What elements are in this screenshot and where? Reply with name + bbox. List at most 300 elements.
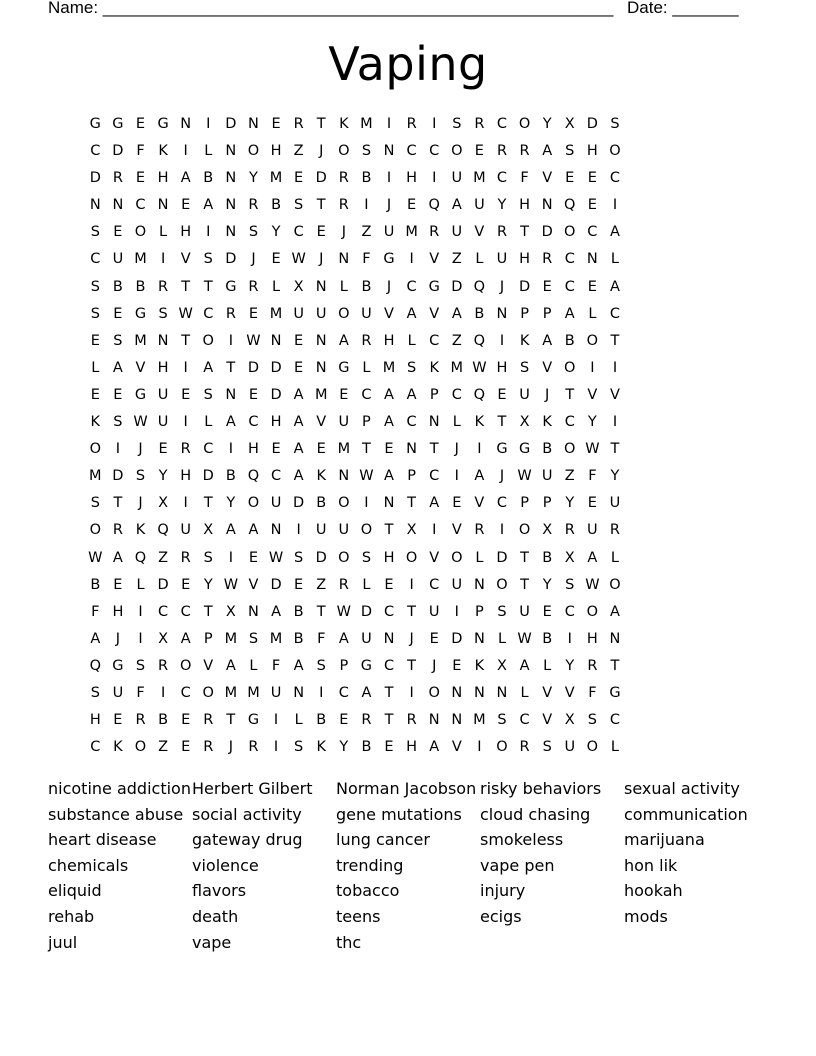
grid-letter[interactable]: Z — [564, 468, 575, 485]
grid-letter[interactable]: Y — [565, 657, 575, 674]
grid-letter[interactable]: R — [248, 197, 259, 214]
grid-letter[interactable]: S — [294, 197, 304, 214]
grid-letter[interactable]: P — [542, 495, 552, 512]
grid-letter[interactable]: R — [496, 224, 508, 241]
grid-letter[interactable]: T — [407, 657, 417, 674]
grid-letter[interactable]: G — [496, 441, 508, 458]
grid-letter[interactable]: R — [474, 522, 485, 539]
grid-letter[interactable]: J — [341, 224, 346, 241]
grid-letter[interactable]: C — [90, 143, 101, 160]
grid-letter[interactable]: L — [610, 739, 619, 756]
grid-letter[interactable]: I — [296, 522, 301, 539]
grid-letter[interactable]: V — [474, 224, 485, 241]
grid-letter[interactable]: R — [361, 332, 372, 349]
grid-letter[interactable]: O — [338, 549, 350, 566]
grid-letter[interactable]: V — [542, 359, 553, 376]
grid-letter[interactable]: N — [428, 414, 440, 431]
grid-letter[interactable]: V — [542, 684, 553, 701]
grid-letter[interactable]: Y — [542, 116, 552, 132]
grid-letter[interactable]: I — [160, 684, 166, 701]
grid-letter[interactable]: B — [542, 630, 553, 647]
grid-letter[interactable]: H — [112, 603, 124, 620]
grid-letter[interactable]: N — [338, 468, 350, 485]
grid-letter[interactable]: M — [473, 712, 486, 729]
grid-letter[interactable]: V — [587, 386, 598, 403]
grid-letter[interactable]: D — [270, 359, 282, 376]
grid-letter[interactable]: H — [519, 251, 531, 268]
grid-letter[interactable]: J — [251, 251, 256, 268]
grid-letter[interactable]: L — [497, 630, 507, 647]
grid-letter[interactable]: S — [203, 251, 213, 268]
grid-letter[interactable]: E — [339, 386, 349, 403]
grid-letter[interactable]: N — [473, 576, 485, 593]
grid-letter[interactable]: Z — [158, 549, 169, 566]
grid-letter[interactable]: U — [112, 684, 124, 701]
grid-letter[interactable]: I — [454, 603, 459, 620]
grid-letter[interactable]: I — [567, 630, 572, 647]
grid-letter[interactable]: M — [382, 359, 396, 376]
grid-letter[interactable]: N — [180, 116, 192, 132]
grid-letter[interactable]: L — [610, 549, 619, 566]
date-field-label[interactable]: Date: _______ — [627, 0, 739, 17]
grid-letter[interactable]: E — [316, 441, 326, 458]
grid-letter[interactable]: G — [247, 712, 260, 729]
grid-letter[interactable]: F — [520, 170, 529, 187]
grid-letter[interactable]: E — [587, 197, 597, 214]
grid-letter[interactable]: C — [609, 305, 621, 322]
grid-letter[interactable]: T — [203, 603, 213, 620]
grid-letter[interactable]: U — [338, 522, 350, 539]
grid-letter[interactable]: R — [203, 712, 214, 729]
grid-letter[interactable]: C — [90, 251, 101, 268]
grid-letter[interactable]: H — [270, 414, 282, 431]
grid-letter[interactable]: V — [564, 684, 575, 701]
grid-letter[interactable]: R — [519, 739, 530, 756]
grid-letter[interactable]: O — [428, 684, 440, 701]
grid-letter[interactable]: U — [315, 522, 327, 539]
grid-letter[interactable]: A — [406, 305, 417, 322]
grid-letter[interactable]: E — [384, 441, 394, 458]
grid-letter[interactable]: Y — [339, 739, 349, 756]
grid-letter[interactable]: W — [517, 630, 532, 647]
grid-letter[interactable]: A — [609, 603, 620, 620]
grid-letter[interactable]: T — [429, 441, 439, 458]
grid-letter[interactable]: H — [157, 170, 169, 187]
grid-letter[interactable]: O — [338, 143, 350, 160]
grid-letter[interactable]: R — [361, 712, 372, 729]
grid-letter[interactable]: I — [612, 359, 618, 376]
grid-letter[interactable]: K — [474, 414, 485, 431]
grid-letter[interactable]: O — [89, 441, 101, 458]
grid-letter[interactable]: A — [293, 468, 304, 485]
grid-letter[interactable]: R — [542, 251, 553, 268]
grid-letter[interactable]: E — [271, 441, 281, 458]
grid-letter[interactable]: T — [361, 441, 371, 458]
grid-letter[interactable]: U — [451, 224, 463, 241]
grid-letter[interactable]: E — [181, 576, 191, 593]
grid-letter[interactable]: K — [90, 414, 101, 431]
grid-letter[interactable]: N — [338, 251, 350, 268]
grid-letter[interactable]: I — [138, 630, 143, 647]
grid-letter[interactable]: A — [338, 630, 349, 647]
grid-letter[interactable]: D — [315, 170, 327, 187]
grid-letter[interactable]: S — [135, 657, 146, 674]
grid-letter[interactable]: G — [134, 386, 147, 403]
grid-letter[interactable]: J — [386, 278, 392, 295]
grid-letter[interactable]: V — [542, 712, 553, 729]
grid-letter[interactable]: A — [112, 359, 123, 376]
grid-letter[interactable]: O — [202, 332, 214, 349]
grid-letter[interactable]: T — [203, 495, 213, 512]
grid-letter[interactable]: L — [475, 251, 484, 268]
grid-letter[interactable]: I — [228, 332, 233, 349]
grid-letter[interactable]: A — [225, 522, 236, 539]
grid-letter[interactable]: Q — [473, 386, 486, 403]
grid-letter[interactable]: N — [451, 684, 463, 701]
grid-letter[interactable]: M — [134, 251, 147, 268]
grid-letter[interactable]: V — [248, 576, 259, 593]
grid-letter[interactable]: E — [452, 495, 462, 512]
grid-letter[interactable]: S — [565, 576, 575, 593]
grid-letter[interactable]: I — [454, 468, 459, 485]
grid-letter[interactable]: E — [113, 224, 123, 241]
grid-letter[interactable]: A — [225, 657, 236, 674]
grid-letter[interactable]: L — [294, 712, 303, 729]
grid-letter[interactable]: U — [157, 386, 169, 403]
grid-letter[interactable]: J — [432, 657, 437, 674]
grid-letter[interactable]: G — [428, 278, 440, 295]
grid-letter[interactable]: T — [520, 224, 529, 241]
grid-letter[interactable]: N — [383, 630, 395, 647]
grid-letter[interactable]: L — [272, 278, 281, 295]
grid-letter[interactable]: L — [475, 549, 484, 566]
grid-letter[interactable]: P — [339, 657, 349, 674]
grid-letter[interactable]: A — [293, 414, 304, 431]
grid-letter[interactable]: J — [454, 441, 459, 458]
grid-letter[interactable]: N — [225, 143, 237, 160]
grid-letter[interactable]: G — [338, 359, 350, 376]
grid-letter[interactable]: M — [337, 441, 351, 458]
grid-letter[interactable]: S — [519, 359, 530, 376]
grid-letter[interactable]: O — [360, 522, 373, 539]
grid-letter[interactable]: Y — [610, 468, 620, 485]
grid-letter[interactable]: J — [545, 386, 550, 403]
name-field-label[interactable]: Name: ______________________________________________________ — [48, 0, 614, 17]
grid-letter[interactable]: O — [518, 522, 531, 539]
grid-letter[interactable]: J — [319, 143, 324, 160]
grid-letter[interactable]: B — [225, 468, 236, 485]
grid-letter[interactable]: I — [477, 739, 482, 756]
grid-letter[interactable]: T — [565, 386, 575, 403]
grid-letter[interactable]: T — [610, 657, 620, 674]
grid-letter[interactable]: G — [225, 278, 237, 295]
grid-letter[interactable]: N — [248, 603, 259, 620]
grid-letter[interactable]: C — [451, 386, 462, 403]
grid-letter[interactable]: M — [360, 116, 373, 132]
grid-letter[interactable]: H — [519, 197, 531, 214]
grid-letter[interactable]: D — [586, 116, 598, 132]
grid-letter[interactable]: E — [135, 116, 146, 132]
grid-letter[interactable]: E — [113, 576, 123, 593]
grid-letter[interactable]: T — [610, 441, 620, 458]
grid-letter[interactable]: E — [587, 278, 597, 295]
grid-letter[interactable]: L — [452, 414, 461, 431]
grid-letter[interactable]: K — [135, 522, 146, 539]
grid-letter[interactable]: T — [520, 549, 529, 566]
grid-letter[interactable]: F — [91, 603, 100, 620]
grid-letter[interactable]: W — [336, 603, 351, 620]
grid-letter[interactable]: E — [181, 712, 191, 729]
grid-letter[interactable]: S — [361, 143, 372, 160]
grid-letter[interactable]: G — [383, 251, 395, 268]
grid-letter[interactable]: B — [293, 603, 304, 620]
grid-letter[interactable]: P — [520, 495, 529, 512]
grid-letter[interactable]: S — [542, 739, 552, 756]
grid-letter[interactable]: E — [181, 386, 191, 403]
grid-letter[interactable]: E — [316, 224, 326, 241]
grid-letter[interactable]: S — [203, 386, 213, 403]
grid-letter[interactable]: W — [585, 576, 600, 593]
grid-letter[interactable]: N — [248, 116, 259, 132]
grid-letter[interactable]: C — [158, 603, 169, 620]
grid-letter[interactable]: L — [362, 576, 371, 593]
grid-letter[interactable]: R — [158, 278, 169, 295]
grid-letter[interactable]: I — [183, 495, 188, 512]
grid-letter[interactable]: S — [203, 549, 213, 566]
grid-letter[interactable]: I — [228, 549, 233, 566]
grid-letter[interactable]: I — [273, 712, 279, 729]
grid-letter[interactable]: U — [361, 630, 372, 647]
grid-letter[interactable]: O — [179, 657, 192, 674]
grid-letter[interactable]: J — [138, 441, 143, 458]
grid-letter[interactable]: G — [609, 684, 621, 701]
grid-letter[interactable]: B — [474, 305, 485, 322]
grid-letter[interactable]: K — [113, 739, 123, 756]
grid-letter[interactable]: C — [564, 278, 575, 295]
grid-letter[interactable]: P — [520, 305, 529, 322]
grid-letter[interactable]: O — [609, 143, 621, 160]
grid-letter[interactable]: U — [519, 603, 530, 620]
grid-letter[interactable]: O — [134, 739, 147, 756]
grid-letter[interactable]: E — [474, 143, 484, 160]
grid-letter[interactable]: C — [429, 576, 440, 593]
grid-letter[interactable]: P — [429, 386, 439, 403]
grid-letter[interactable]: E — [158, 441, 168, 458]
grid-letter[interactable]: Q — [473, 332, 486, 349]
grid-letter[interactable]: O — [586, 739, 599, 756]
grid-letter[interactable]: Z — [158, 739, 169, 756]
grid-letter[interactable]: C — [429, 332, 440, 349]
grid-letter[interactable]: C — [564, 603, 575, 620]
grid-letter[interactable]: N — [157, 332, 169, 349]
grid-letter[interactable]: M — [473, 170, 486, 187]
grid-letter[interactable]: U — [451, 170, 463, 187]
grid-letter[interactable]: K — [474, 657, 485, 674]
grid-letter[interactable]: E — [113, 305, 123, 322]
grid-letter[interactable]: A — [225, 414, 236, 431]
grid-letter[interactable]: R — [609, 522, 620, 539]
grid-letter[interactable]: W — [359, 468, 374, 485]
grid-letter[interactable]: S — [90, 224, 100, 241]
grid-letter[interactable]: K — [339, 116, 349, 132]
grid-letter[interactable]: X — [564, 116, 575, 132]
grid-letter[interactable]: F — [271, 657, 281, 674]
grid-letter[interactable]: Y — [587, 414, 597, 431]
grid-letter[interactable]: D — [270, 576, 282, 593]
grid-letter[interactable]: V — [474, 495, 485, 512]
grid-letter[interactable]: O — [451, 143, 463, 160]
grid-letter[interactable]: E — [271, 251, 281, 268]
grid-letter[interactable]: A — [519, 657, 530, 674]
grid-letter[interactable]: O — [134, 224, 147, 241]
grid-letter[interactable]: U — [112, 251, 124, 268]
grid-letter[interactable]: L — [339, 278, 348, 295]
grid-letter[interactable]: I — [364, 197, 369, 214]
grid-letter[interactable]: C — [338, 684, 349, 701]
grid-letter[interactable]: E — [565, 170, 575, 187]
grid-letter[interactable]: B — [361, 278, 372, 295]
grid-letter[interactable]: X — [564, 712, 575, 729]
grid-letter[interactable]: R — [112, 522, 123, 539]
grid-letter[interactable]: T — [226, 359, 236, 376]
grid-letter[interactable]: A — [429, 739, 440, 756]
grid-letter[interactable]: G — [360, 657, 373, 674]
grid-letter[interactable]: B — [90, 576, 101, 593]
grid-letter[interactable]: I — [432, 522, 437, 539]
grid-letter[interactable]: L — [407, 332, 416, 349]
grid-letter[interactable]: N — [89, 197, 101, 214]
grid-letter[interactable]: J — [138, 495, 143, 512]
grid-letter[interactable]: N — [225, 386, 237, 403]
grid-letter[interactable]: I — [206, 116, 211, 132]
grid-letter[interactable]: E — [90, 386, 100, 403]
grid-letter[interactable]: K — [316, 739, 326, 756]
grid-letter[interactable]: O — [451, 549, 463, 566]
grid-letter[interactable]: S — [90, 684, 100, 701]
grid-letter[interactable]: I — [590, 359, 595, 376]
grid-letter[interactable]: E — [542, 603, 552, 620]
grid-letter[interactable]: T — [113, 495, 123, 512]
grid-letter[interactable]: A — [271, 603, 281, 620]
grid-letter[interactable]: N — [541, 197, 553, 214]
grid-letter[interactable]: A — [542, 143, 553, 160]
grid-letter[interactable]: B — [361, 739, 372, 756]
grid-letter[interactable]: S — [90, 305, 100, 322]
grid-letter[interactable]: V — [451, 522, 462, 539]
grid-letter[interactable]: A — [203, 359, 214, 376]
grid-letter[interactable]: D — [451, 630, 463, 647]
grid-letter[interactable]: D — [315, 549, 327, 566]
grid-letter[interactable]: O — [247, 495, 260, 512]
grid-letter[interactable]: T — [316, 197, 326, 214]
grid-letter[interactable]: Y — [497, 197, 507, 214]
grid-letter[interactable]: N — [225, 170, 237, 187]
grid-letter[interactable]: C — [564, 251, 575, 268]
grid-letter[interactable]: L — [520, 684, 529, 701]
grid-letter[interactable]: A — [384, 468, 394, 485]
grid-letter[interactable]: E — [452, 657, 462, 674]
grid-letter[interactable]: L — [249, 657, 258, 674]
grid-letter[interactable]: R — [564, 522, 575, 539]
grid-letter[interactable]: N — [496, 305, 508, 322]
grid-letter[interactable]: E — [587, 170, 597, 187]
grid-letter[interactable]: J — [409, 630, 414, 647]
grid-letter[interactable]: L — [159, 224, 168, 241]
grid-letter[interactable]: C — [406, 143, 417, 160]
grid-letter[interactable]: I — [273, 739, 279, 756]
grid-letter[interactable]: K — [429, 359, 439, 376]
grid-letter[interactable]: N — [225, 224, 237, 241]
grid-letter[interactable]: I — [319, 684, 324, 701]
grid-letter[interactable]: R — [406, 712, 417, 729]
grid-letter[interactable]: L — [204, 414, 213, 431]
grid-letter[interactable]: R — [429, 224, 440, 241]
grid-letter[interactable]: V — [542, 170, 553, 187]
grid-letter[interactable]: T — [181, 278, 191, 295]
grid-letter[interactable]: Q — [89, 657, 101, 674]
grid-letter[interactable]: O — [338, 305, 350, 322]
grid-letter[interactable]: C — [135, 197, 146, 214]
grid-letter[interactable]: H — [496, 359, 508, 376]
grid-letter[interactable]: E — [248, 549, 259, 566]
grid-letter[interactable]: D — [157, 576, 169, 593]
grid-letter[interactable]: E — [294, 576, 304, 593]
grid-letter[interactable]: N — [473, 630, 485, 647]
grid-letter[interactable]: N — [609, 630, 621, 647]
grid-letter[interactable]: S — [610, 116, 620, 132]
grid-letter[interactable]: B — [158, 712, 169, 729]
grid-letter[interactable]: I — [409, 684, 414, 701]
grid-letter[interactable]: R — [519, 143, 530, 160]
grid-letter[interactable]: G — [112, 116, 124, 132]
grid-letter[interactable]: E — [271, 116, 281, 132]
grid-letter[interactable]: D — [360, 603, 372, 620]
grid-letter[interactable]: D — [270, 386, 282, 403]
grid-letter[interactable]: S — [90, 495, 100, 512]
grid-letter[interactable]: R — [338, 170, 349, 187]
grid-letter[interactable]: V — [135, 359, 146, 376]
grid-letter[interactable]: U — [428, 603, 440, 620]
grid-letter[interactable]: N — [383, 143, 395, 160]
grid-letter[interactable]: C — [293, 224, 304, 241]
grid-letter[interactable]: E — [113, 712, 123, 729]
grid-letter[interactable]: E — [294, 359, 304, 376]
grid-letter[interactable]: E — [90, 332, 100, 349]
grid-letter[interactable]: R — [338, 197, 349, 214]
grid-letter[interactable]: H — [383, 549, 395, 566]
grid-letter[interactable]: O — [247, 143, 260, 160]
grid-letter[interactable]: U — [383, 224, 395, 241]
grid-letter[interactable]: V — [384, 305, 394, 322]
grid-letter[interactable]: O — [89, 522, 101, 539]
grid-letter[interactable]: U — [541, 468, 553, 485]
grid-letter[interactable]: C — [496, 170, 508, 187]
grid-letter[interactable]: A — [429, 495, 440, 512]
grid-letter[interactable]: N — [270, 522, 282, 539]
grid-letter[interactable]: A — [112, 549, 123, 566]
grid-letter[interactable]: U — [474, 197, 485, 214]
grid-letter[interactable]: F — [588, 684, 597, 701]
grid-letter[interactable]: X — [203, 522, 214, 539]
grid-letter[interactable]: V — [609, 386, 620, 403]
grid-letter[interactable]: L — [362, 359, 371, 376]
grid-letter[interactable]: A — [609, 224, 620, 241]
grid-letter[interactable]: N — [315, 332, 327, 349]
grid-letter[interactable]: U — [270, 684, 282, 701]
grid-letter[interactable]: C — [429, 468, 440, 485]
grid-letter[interactable]: H — [248, 441, 259, 458]
grid-letter[interactable]: Y — [226, 495, 236, 512]
